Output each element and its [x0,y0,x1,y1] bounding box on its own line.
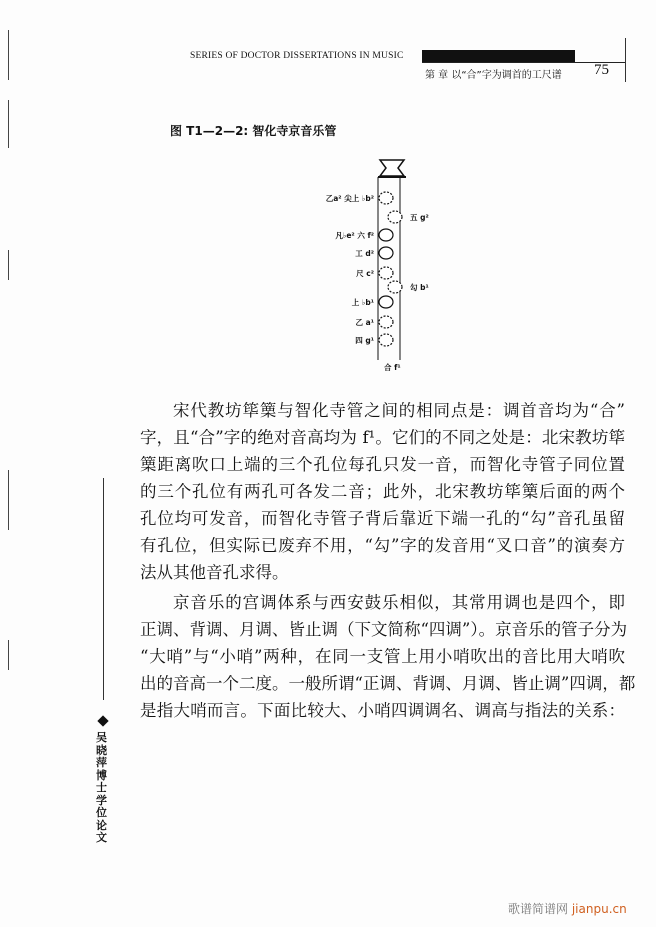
side-rule [103,478,104,700]
watermark-cn: 歌谱简谱网 [508,902,569,916]
paragraph-line: 法从其他音孔求得。 [140,563,289,582]
back-hole-label: 五 g² [410,213,429,222]
reed-icon [380,160,404,176]
hole-label: 尺 c² [356,269,374,278]
hole-label: 凡♭e² 六 f² [335,231,374,240]
scan-edge-divider [8,640,9,670]
paragraph-line: 正调、背调、月调、皆止调（下文简称“四调”）。京音乐的管子分为 [140,620,628,639]
hole-icon [379,192,393,204]
watermark-en: jianpu.cn [571,902,627,916]
paragraph-line: 有孔位，但实际已废弃不用，“勾”字的发音用“叉口音”的演奏方 [140,536,625,555]
hole-label: 四 g¹ [355,336,374,345]
bottom-hole-label: 合 f¹ [384,363,401,372]
hole-icon [379,229,393,241]
scan-edge-divider [8,470,9,530]
hole-label: 乙 a¹ [355,318,374,327]
paragraph-line: 孔位均可发音，而智化寺管子背后靠近下端一孔的“勾”音孔虽留 [140,509,625,528]
series-title: SERIES OF DOCTOR DISSERTATIONS IN MUSIC [190,51,404,61]
scan-edge-divider [8,30,9,80]
paragraph-line: 出的音高一个二度。一般所谓“正调、背调、月调、皆止调”四调，都 [140,674,636,693]
back-hole-icon [388,211,402,223]
scan-edge-divider [8,100,9,148]
hole-icon [379,316,393,328]
paragraph-line: 篥距离吹口上端的三个孔位每孔只发一音，而智化寺管子同位置 [140,455,625,474]
diamond-icon [97,715,108,726]
page-number: 75 [594,62,609,78]
paragraph-line: “大哨”与“小哨”两种，在同一支管上用小哨吹出的音比用大哨吹 [140,647,625,666]
hole-icon [379,267,393,279]
paragraph-line: 字，且“合”字的绝对音高均为 f¹。它们的不同之处是：北宋教坊筚 [140,428,625,447]
hole-icon [379,247,393,259]
figure-caption: 图 T1—2—2: 智化寺京音乐管 [170,124,337,138]
watermark [508,900,627,917]
paragraph-line: 京音乐的宫调体系与西安鼓乐相似，其常用调也是四个，即 [173,593,625,612]
hole-icon [379,334,393,346]
paragraph-line: 宋代教坊筚篥与智化寺管之间的相同点是：调首音均为“合” [173,401,625,420]
hole-label: 乙a² 尖上 ♭b² [325,194,374,203]
chapter-title: 第 章 以“合”字为调首的工尺谱 [425,70,562,81]
hole-icon [379,296,393,308]
side-author-label: 吴晓萍博士学位论文 [96,731,107,844]
hole-label: 工 d² [355,249,374,258]
back-hole-label: 勾 b¹ [410,283,429,292]
paragraph-line: 的三个孔位有两孔可各发二音；此外，北宋教坊筚篥后面的两个 [140,482,625,501]
header-bar [422,50,575,62]
scan-edge-divider [8,250,9,280]
paragraph-line: 是指大哨而言。下面比较大、小哨四调调名、调高与指法的关系： [140,701,625,720]
hole-label: 上 ♭b¹ [351,298,374,307]
back-hole-icon [388,281,402,293]
header-vertical-rule [625,38,626,82]
